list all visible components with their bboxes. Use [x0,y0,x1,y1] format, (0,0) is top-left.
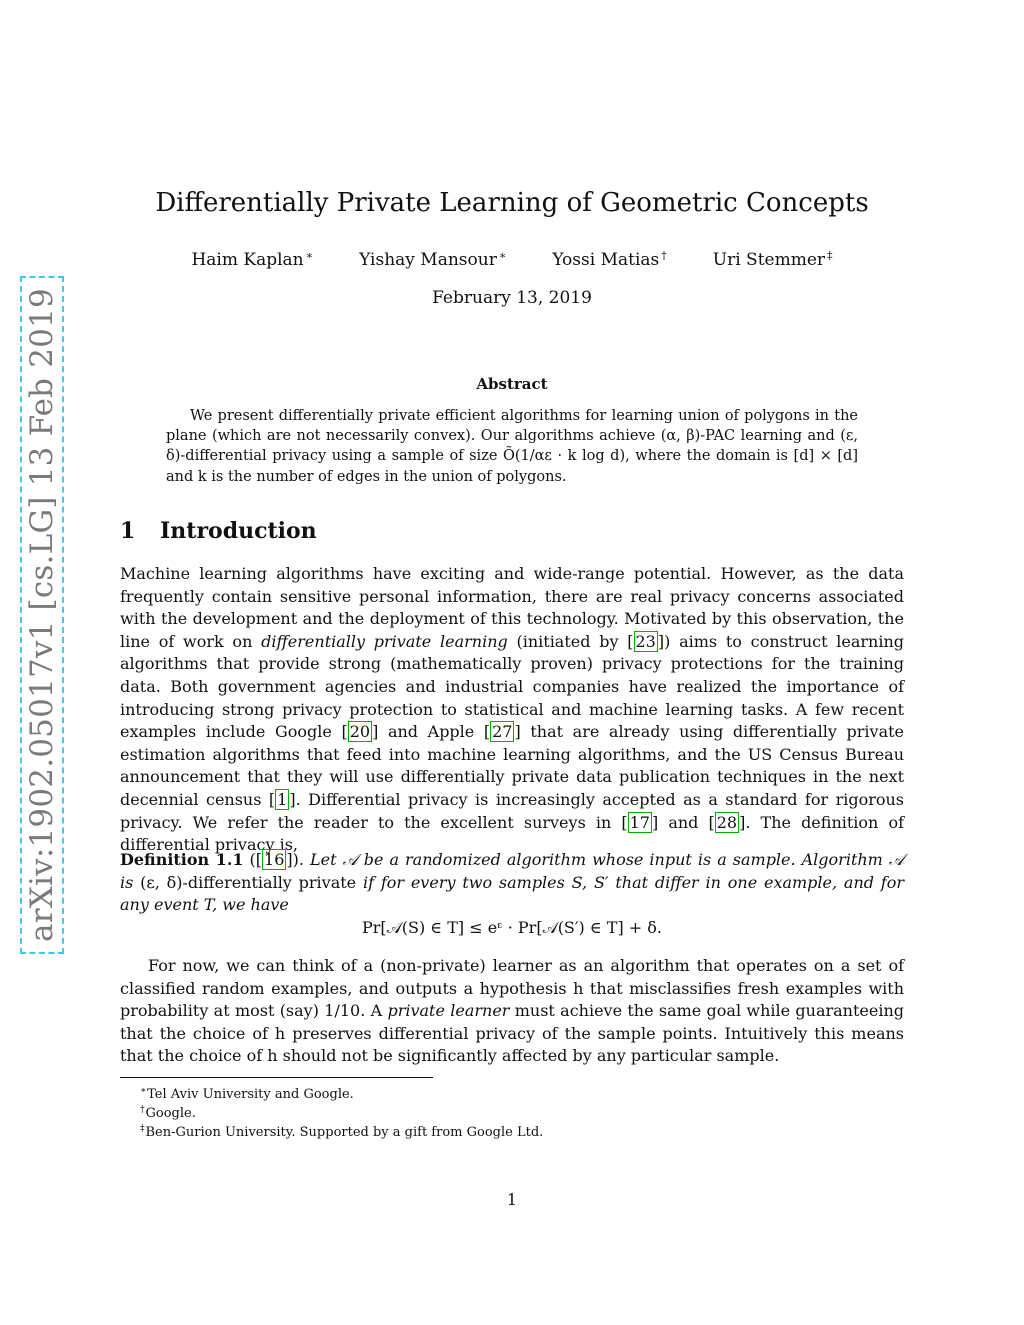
citation-link[interactable]: 16 [264,850,285,869]
footnote: †Google. [140,1105,196,1121]
citation-link[interactable]: 27 [492,722,513,742]
section-number: 1 [120,518,136,544]
footnote-rule [120,1077,433,1078]
definition-block: Definition 1.1 ([ 16 ]). Let 𝒜 be a randomized algorithm whose input is a sample. Algorithm 𝒜 is (ε, δ)-differentially private if for every two samples S, S′ that differ in one example, and for any event T, we have [120,850,905,915]
body-paragraph: For now, we can think of a (non-private) learner as an algorithm that operates on a set of classified random examples, and outputs a hypothesis h that misclassifies fresh examples with probability at most (say) 1/10. A private learner must achieve the same goal while guaranteeing that the choice of h preserves differential privacy of the sample points. Intuitively this means that the choice of h should not be significantly affected by any particular sample. [120,956,905,1066]
sample-size-formula: Õ(1/αε · k log d) [502,448,626,465]
abstract-text: We present differentially private efficient algorithms for learning union of polygons in the plane (which are not necessarily convex). Our algorithms achieve (α, β)-PAC learning and (ε, δ)-differential privacy using a sample of size Õ(1/αε · k log d), where the domain is [d] × [d] and k is the number of edges in the union of polygons. [166,408,858,485]
author: Haim Kaplan ∗ [191,249,314,270]
arxiv-side-stamp [20,288,64,942]
publication-date: February 13, 2019 [432,288,592,308]
author: Uri Stemmer ‡ [712,249,833,270]
section-title: Introduction [160,518,317,544]
author: Yossi Matias † [552,249,667,270]
footnote: ‡Ben-Gurion University. Supported by a gift from Google Ltd. [140,1124,544,1140]
citation-link[interactable]: 23 [635,631,656,651]
paper-title: Differentially Private Learning of Geometric Concepts [155,188,869,218]
abstract-heading: Abstract [476,375,548,393]
definition-label: Definition 1.1 [120,850,244,869]
author: Yishay Mansour ∗ [359,249,507,270]
page-number: 1 [506,1190,518,1209]
definition-equation: Pr[𝒜(S) ∈ T] ≤ eᵋ · Pr[𝒜(S′) ∈ T] + δ. [361,918,662,937]
intro-paragraph: Machine learning algorithms have exciting and wide-range potential. However, as the data frequently contain sensitive personal information, there are real privacy concerns associated with the development and the deployment of this technology. Motivated by this observation, the line of work on differentially private learning (initiated by [ 23 ]) aims to construct learning algorithms that provide strong (mathematically proven) privacy protections for the training data. Both government agencies and industrial companies have realized the importance of introducing strong privacy protection to statistical and machine learning tasks. A few recent examples include Google [ 20 ] and Apple [ 27 ] that are already using differentially private estimation algorithms that feed into machine learning algorithms, and the US Census Bureau announcement that they will use differentially private data publication techniques in the next decennial census [ 1 ]. Differential privacy is increasingly accepted as a standard for rigorous privacy. We refer the reader to the excellent surveys in [ 17 ] and [ 28 ]. The definition of differential privacy is, [120,564,905,855]
citation-link[interactable]: 17 [629,812,650,832]
citation-link[interactable]: 28 [716,812,738,832]
arxiv-identifier: arXiv:1902.05017v1 [cs.LG] 13 Feb 2019 [20,276,64,954]
author-list [0,244,1024,272]
citation-link[interactable]: 20 [349,722,371,742]
citation-link[interactable]: 1 [277,789,288,809]
section-heading [120,516,317,546]
footnote: ∗Tel Aviv University and Google. [140,1086,354,1102]
